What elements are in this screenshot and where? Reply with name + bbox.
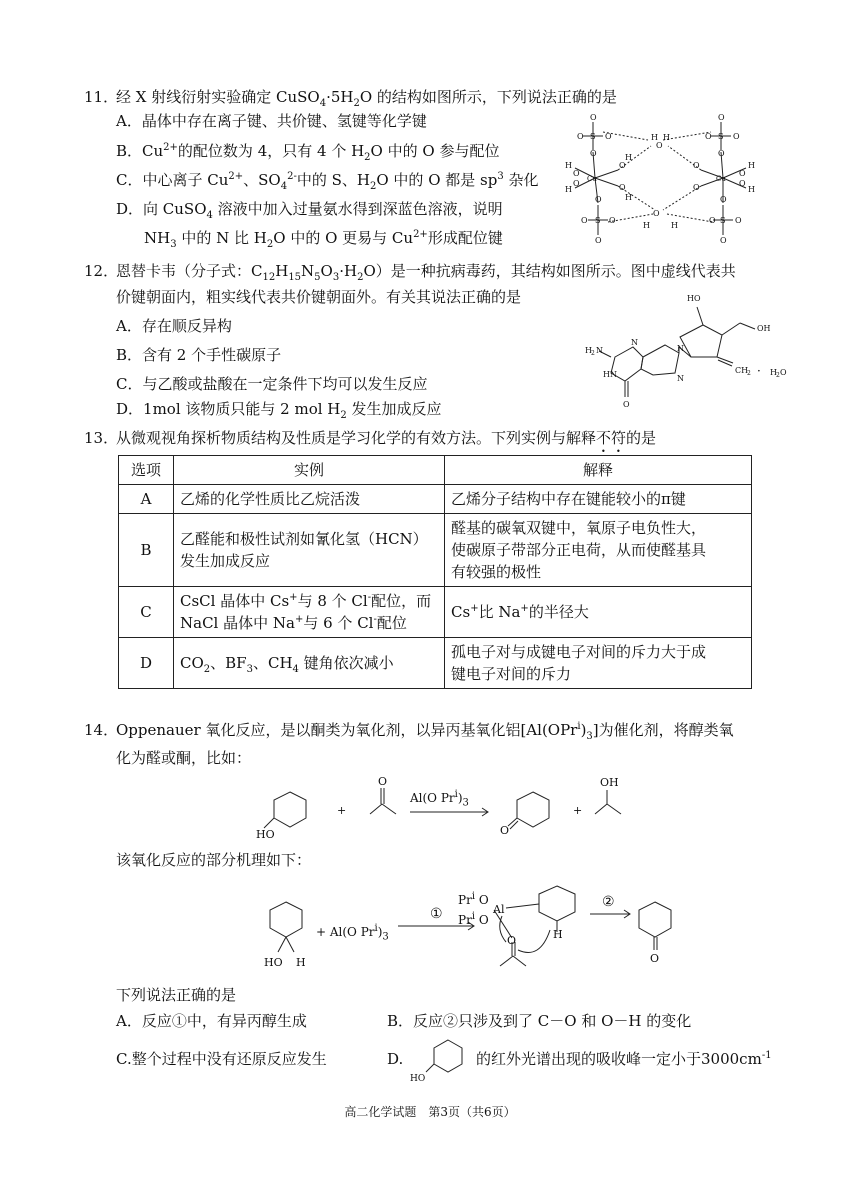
cuso4-structure-figure xyxy=(563,110,768,250)
svg-text:O: O xyxy=(590,149,597,158)
svg-text:2: 2 xyxy=(747,370,751,377)
svg-text:H: H xyxy=(651,133,658,142)
svg-text:O: O xyxy=(720,195,727,204)
q11-option-c: C．中心离子 $Cu^{2+}$、$SO_4^{2-}$中的 S、$H_2O$ 中的 O 都是 $sp^3$ 杂化 xyxy=(116,171,539,192)
rxn1-acetone-o: O xyxy=(378,775,388,788)
svg-text:S: S xyxy=(718,132,724,141)
row-c-example: CsCl 晶体中 Cs+与 8 个 Cl-配位，而 NaCl 晶体中 Na+与 6 个 Cl-配位 xyxy=(174,587,445,638)
mech-al-label: Al xyxy=(493,903,505,916)
svg-text:H: H xyxy=(663,133,670,142)
svg-text:O: O xyxy=(693,161,700,170)
row-d-option: D xyxy=(119,638,174,689)
q14-option-a: A．反应①中，有异丙醇生成 xyxy=(116,1012,307,1030)
q12-option-a: A．存在顺反异构 xyxy=(116,317,232,335)
q13-stem-text: 从微观视角探析物质结构及性质是学习化学的有效方法。下列实例与解释 xyxy=(116,429,597,447)
mech-o-label: O xyxy=(507,934,517,947)
q13-stem xyxy=(116,428,656,456)
svg-text:S: S xyxy=(590,132,596,141)
svg-text:O: O xyxy=(693,183,700,192)
svg-text:HO: HO xyxy=(687,294,701,303)
row-d-example: $CO_2$、$BF_3$、$CH_4$ 键角依次减小 xyxy=(174,638,445,689)
svg-text:O: O xyxy=(573,169,580,178)
q14-option-b: B．反应②只涉及到了 C－O 和 O－H 的变化 xyxy=(387,1012,692,1030)
q14-number: 14． xyxy=(84,721,119,739)
rxn1-ho-label: HO xyxy=(256,828,275,841)
table-row xyxy=(119,587,752,638)
q12-stem-line1: 恩替卡韦（分子式：$C_{12}H_{15}N_5O_3\cdot H_2O$）是一种抗病毒药，其结构如图所示。图中虚线代表共 xyxy=(116,262,736,283)
svg-text:O: O xyxy=(623,400,630,409)
row-b-option: B xyxy=(119,514,174,587)
svg-text:O: O xyxy=(705,132,712,141)
svg-text:H: H xyxy=(585,346,592,355)
svg-text:O: O xyxy=(735,216,742,225)
mech-ho-label: HO xyxy=(264,956,283,969)
svg-text:H: H xyxy=(748,185,755,194)
page-footer: 高二化学试题 第3页（共6页） xyxy=(344,1105,516,1119)
row-c-explanation: Cs+比 Na+的半径大 xyxy=(445,587,752,638)
q14-stem-line1: Oppenauer 氧化反应，是以酮类为氧化剂，以异丙基氧化铝$[Al(OPr^i)_3]$为催化剂，将醇类氧 xyxy=(116,721,734,742)
svg-text:Cu: Cu xyxy=(716,175,726,183)
svg-text:O: O xyxy=(656,141,663,150)
svg-text:H: H xyxy=(643,221,650,230)
rxn1-catalyst: Al(O $Pr^i)_3$ xyxy=(410,789,469,809)
svg-text:O: O xyxy=(720,236,727,245)
q12-number: 12． xyxy=(84,262,119,280)
q13-table xyxy=(118,455,752,689)
q14-question: 下列说法正确的是 xyxy=(116,986,237,1004)
mech-step2: ② xyxy=(602,894,615,910)
row-c-option: C xyxy=(119,587,174,638)
q11-option-d-cont: $NH_3$ 中的 N 比 $H_2O$ 中的 O 更易与 $Cu^{2+}$形成配位键 xyxy=(144,229,503,250)
header-option: 选项 xyxy=(119,456,174,485)
entecavir-structure-figure xyxy=(585,285,795,420)
svg-text:O: O xyxy=(573,179,580,188)
q14-stem-line2: 化为醛或酮，比如： xyxy=(116,749,252,767)
mech-reagent: + Al(O $Pr^i)_3$ xyxy=(316,923,389,943)
svg-text:O: O xyxy=(577,132,584,141)
q14-option-d-label: D. xyxy=(387,1050,404,1068)
svg-text:H: H xyxy=(671,221,678,230)
header-example: 实例 xyxy=(174,456,445,485)
rxn1-plus-1: + xyxy=(337,804,347,817)
svg-text:H: H xyxy=(565,185,572,194)
q14-option-d-text: 的红外光谱出现的吸收峰一定小于$3000cm^{-1}$ xyxy=(476,1050,772,1068)
q12-stem-line2: 价键朝面内，粗实线代表共价键朝面外。有关其说法正确的是 xyxy=(116,288,522,306)
svg-text:O: O xyxy=(609,216,616,225)
q14-mechanism-intro: 该氧化反应的部分机理如下： xyxy=(116,851,312,869)
mech-h2-label: H xyxy=(553,928,563,941)
q11-option-a: A．晶体中存在离子键、共价键、氢键等化学键 xyxy=(116,112,427,130)
option-d-ho-label: HO xyxy=(410,1074,426,1084)
svg-text:S: S xyxy=(595,216,601,225)
table-row xyxy=(119,485,752,514)
mech-step1: ① xyxy=(430,906,443,922)
svg-text:O: O xyxy=(619,161,626,170)
table-row xyxy=(119,638,752,689)
q12-option-d: D．1mol 该物质只能与 2 mol $H_2$ 发生加成反应 xyxy=(116,400,442,421)
svg-text:O: O xyxy=(595,236,602,245)
row-a-option: A xyxy=(119,485,174,514)
svg-text:N: N xyxy=(596,346,603,355)
q11-option-b: B．$Cu^{2+}$的配位数为 4，只有 4 个 $H_2O$ 中的 O 参与配位 xyxy=(116,142,500,163)
svg-text:O: O xyxy=(581,216,588,225)
svg-text:N: N xyxy=(631,338,638,347)
rxn1-oh-label: OH xyxy=(600,776,619,789)
svg-text:O: O xyxy=(739,179,746,188)
table-row xyxy=(119,514,752,587)
row-d-explanation: 孤电子对与成键电子对间的斥力大于成 键电子对间的斥力 xyxy=(445,638,752,689)
oppenauer-example-reaction xyxy=(250,772,670,844)
q13-number: 13． xyxy=(84,429,119,447)
q11-number: 11． xyxy=(84,88,119,106)
row-a-explanation: 乙烯分子结构中存在键能较小的π键 xyxy=(445,485,752,514)
rxn1-plus-2: + xyxy=(573,804,583,817)
svg-text:O: O xyxy=(709,216,716,225)
svg-text:H: H xyxy=(625,193,632,202)
svg-text:H: H xyxy=(748,161,755,170)
q14-option-c: C.整个过程中没有还原反应发生 xyxy=(116,1050,327,1068)
svg-text:O: O xyxy=(718,113,725,122)
svg-text:2: 2 xyxy=(591,350,595,357)
mech-h-label: H xyxy=(296,956,306,969)
rxn1-ketone-o: O xyxy=(500,824,510,837)
row-a-example: 乙烯的化学性质比乙烷活泼 xyxy=(174,485,445,514)
q13-stem-emphasis: 不符 xyxy=(596,429,627,447)
svg-text:O: O xyxy=(718,149,725,158)
svg-text:Cu: Cu xyxy=(587,175,597,183)
mech-pri-o-2: Pr$^i$ O xyxy=(458,911,489,927)
svg-text:O: O xyxy=(739,169,746,178)
svg-text:O: O xyxy=(780,368,787,377)
q11-stem: 经 X 射线衍射实验确定 $CuSO_4\cdot 5H_2O$ 的结构如图所示，下列说法正确的是 xyxy=(116,88,617,109)
q13-stem-end: 的是 xyxy=(626,429,657,447)
row-b-explanation: 醛基的碳氧双键中，氧原子电负性大， 使碳原子带部分正电荷，从而使醛基具 有较强的极性 xyxy=(445,514,752,587)
svg-text:O: O xyxy=(590,113,597,122)
svg-text:H: H xyxy=(565,161,572,170)
table-header-row xyxy=(119,456,752,485)
svg-text:N: N xyxy=(677,374,684,383)
row-b-example: 乙醛能和极性试剂如氰化氢（HCN） 发生加成反应 xyxy=(174,514,445,587)
svg-text:O: O xyxy=(653,209,660,218)
svg-text:H: H xyxy=(770,368,777,377)
header-explanation: 解释 xyxy=(445,456,752,485)
svg-text:O: O xyxy=(595,195,602,204)
mech-product-o: O xyxy=(650,952,660,965)
svg-text:O: O xyxy=(733,132,740,141)
svg-text:N: N xyxy=(677,344,684,353)
cyclohexanol-small-figure xyxy=(408,1036,468,1084)
q12-option-b: B．含有 2 个手性碳原子 xyxy=(116,346,282,364)
svg-text:HN: HN xyxy=(603,370,617,379)
mech-pri-o-1: Pr$^i$ O xyxy=(458,891,489,907)
svg-text:H: H xyxy=(625,153,632,162)
svg-text:OH: OH xyxy=(757,324,771,333)
q11-option-d: D．向 CuSO$_4$ 溶液中加入过量氨水得到深蓝色溶液，说明 xyxy=(116,200,503,221)
svg-text:O: O xyxy=(605,132,612,141)
q12-option-c: C．与乙酸或盐酸在一定条件下均可以发生反应 xyxy=(116,375,428,393)
svg-text:2: 2 xyxy=(776,372,780,379)
svg-text:CH: CH xyxy=(735,366,749,375)
svg-text:·: · xyxy=(757,364,761,378)
svg-text:O: O xyxy=(619,183,626,192)
svg-text:S: S xyxy=(720,216,726,225)
